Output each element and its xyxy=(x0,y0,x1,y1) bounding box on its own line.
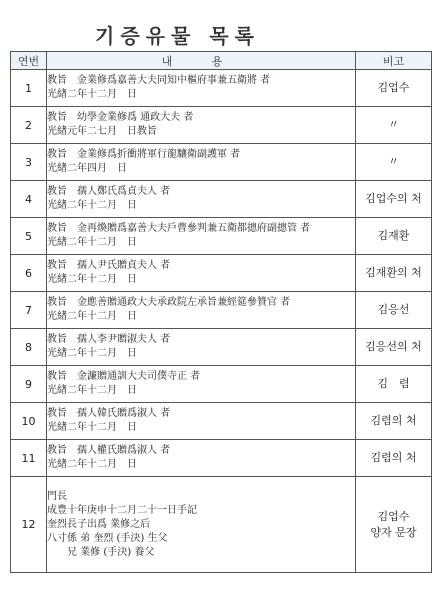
content-line: 光緖二年十二月 日 xyxy=(47,459,137,470)
content-line: 八寸係 弟 奎烈 (手決) 生父 xyxy=(47,532,168,544)
row-number: 10 xyxy=(11,403,47,440)
artifact-table xyxy=(10,51,432,573)
content-line: 光緖二年十二月 日 xyxy=(47,348,137,359)
content-line: 教旨 孺人權氏贈爲淑人 者 xyxy=(47,445,171,456)
row-note xyxy=(356,329,432,366)
row-note xyxy=(356,107,432,144)
row-number: 1 xyxy=(11,70,47,107)
row-note xyxy=(356,70,432,107)
content-line: 光緖二年十二月 日 xyxy=(47,422,137,433)
table-row xyxy=(11,70,432,107)
row-number: 2 xyxy=(11,107,47,144)
content-line: 光緖二年十二月 日 xyxy=(47,274,137,285)
note-line: 김재환 xyxy=(377,229,410,242)
row-number: 11 xyxy=(11,440,47,477)
row-content xyxy=(47,366,356,403)
content-line: 光緖元年二七月 日教旨 xyxy=(47,126,157,137)
note-line: 〃 xyxy=(388,118,399,131)
row-note xyxy=(356,255,432,292)
row-number: 3 xyxy=(11,144,47,181)
table-row xyxy=(11,255,432,292)
content-line: 光緖二年十二月 日 xyxy=(47,89,137,100)
content-line: 教旨 孺人鄭氏爲貞夫人 者 xyxy=(47,186,171,197)
content-line: 光緖二年十二月 日 xyxy=(47,385,137,396)
note-line: 김업수의 처 xyxy=(365,192,422,205)
row-content xyxy=(47,477,356,573)
content-line: 教旨 金業修爲折衝將軍行龍驤衛副護軍 者 xyxy=(47,149,241,160)
table-row xyxy=(11,477,432,573)
row-content xyxy=(47,329,356,366)
note-line: 김응선 xyxy=(377,303,410,316)
row-number: 9 xyxy=(11,366,47,403)
note-line: 〃 xyxy=(388,155,399,168)
row-number: 6 xyxy=(11,255,47,292)
header-note: 비고 xyxy=(356,52,432,70)
row-content xyxy=(47,107,356,144)
row-note xyxy=(356,144,432,181)
content-line: 教旨 金業修爲嘉善大夫同知中樞府事兼五衛將 者 xyxy=(47,75,271,86)
table-row xyxy=(11,181,432,218)
row-content xyxy=(47,218,356,255)
header-content: 내 용 xyxy=(47,52,356,70)
content-line: 光緖二年十二月 日 xyxy=(47,237,137,248)
row-note xyxy=(356,440,432,477)
row-content xyxy=(47,440,356,477)
table-row xyxy=(11,440,432,477)
content-line: 成豊十年庚申十二月二十一日手記 xyxy=(47,504,197,516)
table-row xyxy=(11,292,432,329)
table-header-row xyxy=(11,52,432,70)
row-content xyxy=(47,292,356,329)
note-line: 김 렴 xyxy=(377,377,410,390)
table-row xyxy=(11,403,432,440)
row-content xyxy=(47,181,356,218)
note-line: 김응선의 처 xyxy=(365,340,422,353)
content-line: 光緖二年四月 日 xyxy=(47,163,127,174)
content-line: 教旨 金濂贈通訓大夫司僕寺正 者 xyxy=(47,371,201,382)
row-note xyxy=(356,292,432,329)
content-line: 教旨 幼學金業修爲 通政大夫 者 xyxy=(47,112,194,123)
note-line: 양자 문장 xyxy=(370,525,417,539)
table-body xyxy=(11,70,432,573)
table-row xyxy=(11,366,432,403)
content-line: 教旨 金再煥贈爲嘉善大夫戶曹參判兼五衛都摠府副摠管 者 xyxy=(47,223,311,234)
content-line: 光緖二年十二月 日 xyxy=(47,311,137,322)
row-content xyxy=(47,403,356,440)
table-row xyxy=(11,144,432,181)
content-line: 兄 業修 (手決) 養父 xyxy=(47,546,155,558)
note-line: 김업수 xyxy=(377,81,410,94)
row-number: 12 xyxy=(11,477,47,573)
table-row xyxy=(11,329,432,366)
note-line: 김렴의 처 xyxy=(370,451,417,464)
content-line: 奎烈長子出爲 業修之后 xyxy=(47,518,151,530)
header-no: 연번 xyxy=(11,52,47,70)
row-note xyxy=(356,181,432,218)
content-line: 教旨 孺人尹氏贈貞夫人 者 xyxy=(47,260,171,271)
content-line: 教旨 金應善贈通政大夫承政院左承旨兼經筵參贊官 者 xyxy=(47,297,291,308)
note-line: 김렴의 처 xyxy=(370,414,417,427)
content-line: 門長 xyxy=(47,490,67,502)
table-row xyxy=(11,107,432,144)
row-content xyxy=(47,70,356,107)
content-line: 光緖二年十二月 日 xyxy=(47,200,137,211)
row-number: 4 xyxy=(11,181,47,218)
row-number: 7 xyxy=(11,292,47,329)
table-row xyxy=(11,218,432,255)
row-note xyxy=(356,366,432,403)
row-note xyxy=(356,477,432,573)
row-note xyxy=(356,403,432,440)
row-number: 8 xyxy=(11,329,47,366)
note-line: 김업수 xyxy=(377,509,410,523)
row-note xyxy=(356,218,432,255)
row-content xyxy=(47,255,356,292)
page-title: 기증유물 목록 xyxy=(95,24,260,48)
content-line: 教旨 孺人韓氏贈爲淑人 者 xyxy=(47,408,171,419)
content-line: 教旨 孺人李尹贈淑夫人 者 xyxy=(47,334,171,345)
row-number: 5 xyxy=(11,218,47,255)
note-line: 김재환의 처 xyxy=(365,266,422,279)
row-content xyxy=(47,144,356,181)
